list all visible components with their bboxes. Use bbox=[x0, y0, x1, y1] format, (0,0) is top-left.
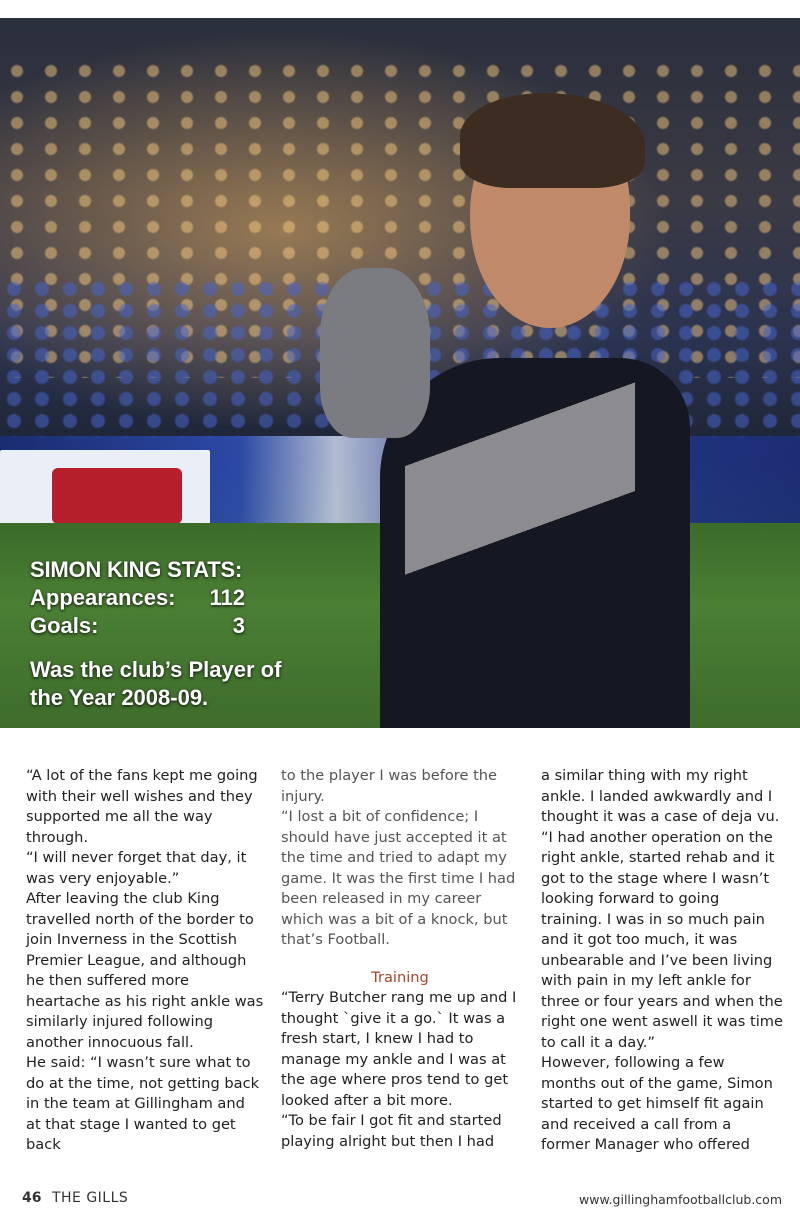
paragraph: a similar thing with my right ankle. I landed awkwardly and I thought it was a case of deja vu. bbox=[541, 767, 780, 825]
paragraph: to the player I was before the injury. bbox=[281, 767, 498, 805]
footer-left bbox=[22, 1190, 128, 1206]
stats-award: Was the club’s Player of the Year 2008-09. bbox=[30, 657, 282, 710]
magazine-name: THE GILLS bbox=[51, 1190, 129, 1206]
stats-label: Appearances: bbox=[30, 585, 176, 610]
paragraph: “To be fair I got fit and started playing alright but then I had bbox=[281, 1112, 502, 1150]
stats-row-goals bbox=[30, 612, 290, 640]
paragraph: “I lost a bit of confidence; I should have just accepted it at the time and tried to adapt my game. It was the first time I had been released in my career which was a bit of a knock, but that’s Football. bbox=[281, 808, 516, 948]
article-column-2 bbox=[281, 766, 519, 1152]
paragraph: “I will never forget that day, it was very enjoyable.” bbox=[26, 849, 247, 887]
paragraph: He said: “I wasn’t sure what to do at the time, not getting back in the team at Gillingham and at that stage I wanted to get back bbox=[26, 1054, 260, 1153]
paragraph: However, following a few months out of the game, Simon started to get himself fit again and received a call from a former Manager who offered bbox=[541, 1054, 773, 1153]
player-figure bbox=[320, 88, 690, 728]
stats-label: Goals: bbox=[30, 613, 99, 638]
paragraph: After leaving the club King travelled north of the border to join Inverness in the Scottish Premier League, and although he then suffered more heartache as his right ankle was similarly injured following another innocuous fall. bbox=[26, 890, 264, 1051]
section-subheading: Training bbox=[371, 968, 429, 986]
stats-box bbox=[30, 556, 290, 712]
article-column-3 bbox=[541, 766, 783, 1156]
stats-value: 112 bbox=[209, 585, 245, 610]
paragraph: “Terry Butcher rang me up and I thought `give it a go.` It was a fresh start, I knew I had to manage my ankle and I was at the age where pros tend to get looked after a bit more. bbox=[281, 989, 517, 1109]
page-number: 46 bbox=[22, 1190, 42, 1206]
stats-row-appearances bbox=[30, 584, 290, 612]
website-url: www.gillinghamfootballclub.com bbox=[579, 1192, 782, 1207]
hero-photo bbox=[0, 18, 800, 728]
stats-heading: SIMON KING STATS: bbox=[30, 557, 243, 582]
paragraph: “I had another operation on the right ankle, started rehab and it got to the stage where I wasn’t looking forward to going training. I was in so much pain and it got too much, it was unbearable and I’ve been living with pain in my left ankle for three or four years and when the right one went aswell it was time to call it a day.” bbox=[541, 828, 783, 1051]
stats-value: 3 bbox=[232, 613, 245, 638]
article-column-1 bbox=[26, 766, 264, 1156]
paragraph: “A lot of the fans kept me going with their well wishes and they supported me all the way through. bbox=[26, 767, 258, 846]
